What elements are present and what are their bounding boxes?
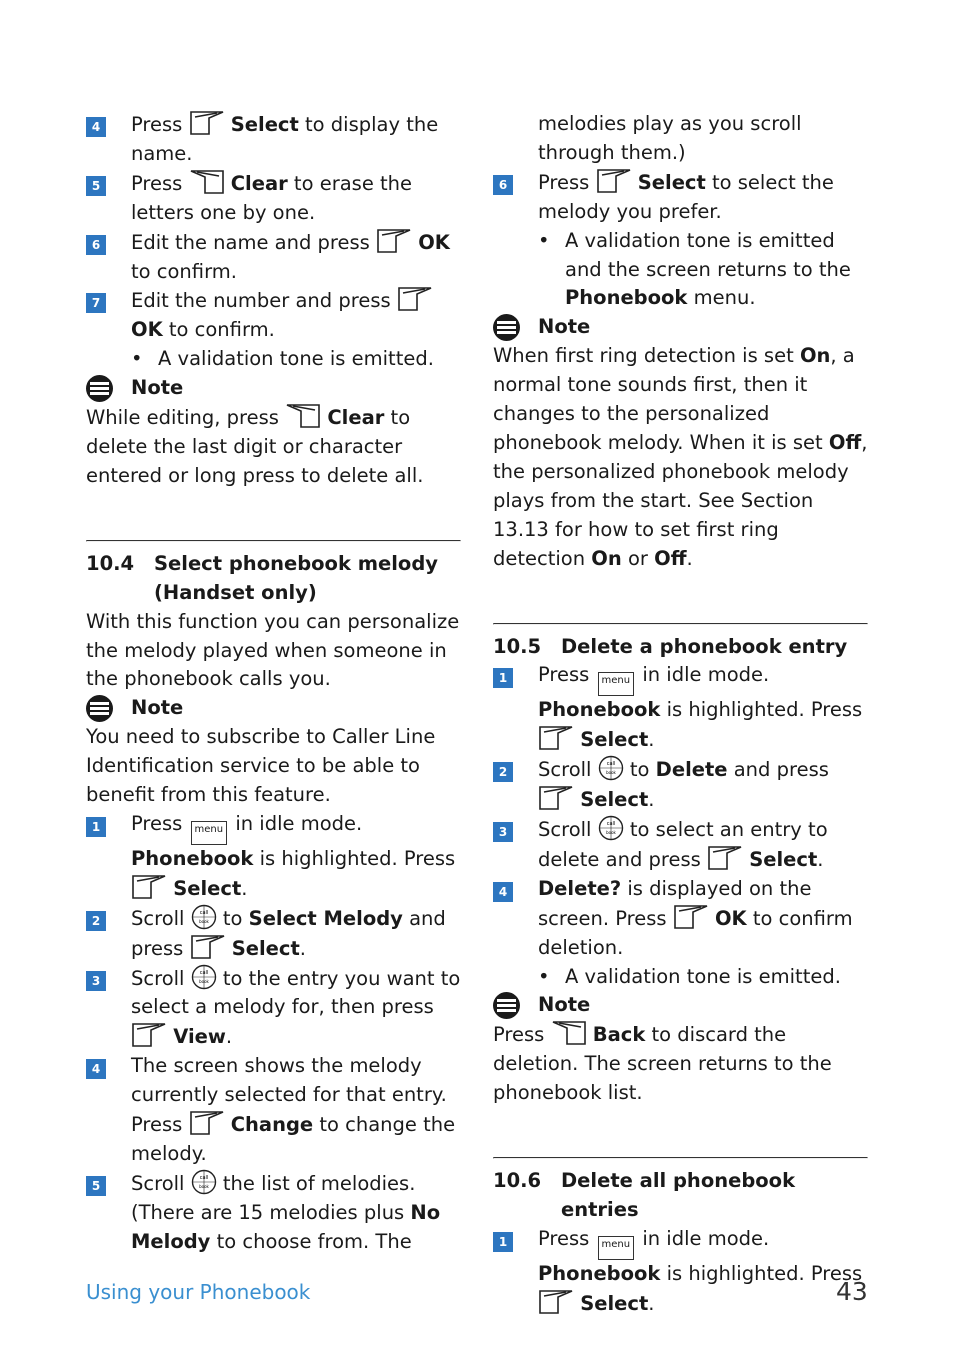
navigation-key-icon [191,964,217,990]
section-heading-10-4: 10.4 Select phonebook melody (Handset only) [86,551,438,604]
navigation-key-icon [191,1169,217,1195]
left-softkey-icon [707,845,743,871]
note-icon [493,992,520,1019]
left-softkey-icon [376,228,412,254]
left-softkey-icon [596,168,632,194]
left-softkey-icon [190,934,226,960]
step-1-menu: 1 Press menu in idle mode. Phonebook is highlighted. Press Select. [493,661,868,755]
section-heading-10-6: 10.6 Delete all phonebook entries [493,1169,796,1221]
step-2-scroll-delete: 2 Scroll to Delete and press Select. [493,755,868,815]
section-heading-10-5: 10.5 Delete a phonebook entry [493,634,848,658]
step-number: 1 [493,668,513,688]
note-heading: Note [493,991,868,1020]
left-softkey-icon [189,1110,225,1136]
note-text: You need to subscribe to Caller Line Identification service to be able to benefit from this feature. [86,725,436,807]
step-1-menu: 1 Press menu in idle mode. Phonebook is highlighted. Press Select. [86,810,461,904]
left-softkey-icon [131,874,167,900]
step-number: 6 [86,235,106,255]
step-3-select-entry: 3 Scroll to select an entry to delete and press Select. [493,815,868,875]
step-6-select-melody: 6 Press Select to select the melody you prefer. [493,168,868,227]
bullet-item: • A validation tone is emitted. [131,347,434,371]
step-number: 4 [86,117,106,137]
menu-key-icon: menu [598,672,635,696]
right-softkey-icon [189,169,225,195]
page-number: 43 [836,1277,868,1306]
navigation-key-icon [598,815,624,841]
navigation-key-icon [191,904,217,930]
step-5-scroll-melodies: 5 Scroll the list of melodies. (There are 15 melodies plus No Melody to choose from. The [86,1169,461,1257]
note-icon [493,314,520,341]
step-number: 2 [493,762,513,782]
note-heading: Note [86,374,461,403]
continued-text: melodies play as you scroll through them.) [538,112,802,164]
bullet-item: • A validation tone is emitted. [538,964,841,988]
bullet-item: • A validation tone is emitted and the screen returns to the Phonebook menu. [538,228,851,310]
step-number: 3 [493,822,513,842]
step-number: 5 [86,1176,106,1196]
note-text: Press Back to discard the deletion. The screen returns to the phonebook list. [493,1020,868,1108]
step-4-change: 4 The screen shows the melody currently selected for that entry. Press Change to change the melody. [86,1052,461,1169]
step-number: 1 [493,1232,513,1252]
menu-key-icon: menu [191,821,228,845]
note-icon [86,375,113,402]
step-number: 5 [86,176,106,196]
step-number: 4 [86,1059,106,1079]
left-softkey-icon [538,1289,574,1315]
navigation-key-icon [598,755,624,781]
step-3-scroll-entry: 3 Scroll to the entry you want to select a melody for, then press View. [86,964,461,1053]
step-number: 7 [86,293,106,313]
note-heading: Note [86,694,461,723]
menu-key-icon: menu [598,1236,635,1260]
note-text: While editing, press Clear to delete the last digit or character entered or long press to delete all. [86,403,461,491]
left-softkey-icon [673,904,709,930]
step-number: 4 [493,882,513,902]
footer-section-title: Using your Phonebook [86,1280,311,1304]
left-softkey-icon [131,1022,167,1048]
step-6-edit-name: 6 Edit the name and press OK to confirm. [86,228,461,287]
right-column [493,110,868,1319]
note-heading: Note [493,313,868,342]
right-softkey-icon [551,1020,587,1046]
step-4-confirm-delete: 4 Delete? is displayed on the screen. Press OK to confirm deletion. [493,875,868,963]
step-number: 3 [86,971,106,991]
section-intro: With this function you can personalize the melody played when someone in the phonebook calls you. [86,609,460,691]
note-icon [86,695,113,722]
left-column [86,110,461,1257]
step-number: 1 [86,817,106,837]
step-7-edit-number: 7 Edit the number and press OK to confirm. [86,286,461,345]
left-softkey-icon [538,785,574,811]
step-5-clear: 5 Press Clear to erase the letters one by one. [86,169,461,228]
note-text: When first ring detection is set On, a normal tone sounds first, then it changes to the personalized phonebook melody. When it is set Off, the personalized phonebook melody plays from the start. See Section 13.13 for how to set first ring detection On or Off. [493,344,868,570]
left-softkey-icon [538,725,574,751]
left-softkey-icon [397,286,433,312]
step-2-scroll: 2 Scroll to Select Melody and press Select. [86,904,461,964]
step-1-menu: 1 Press menu in idle mode. Phonebook is highlighted. Press Select. [493,1225,868,1319]
right-softkey-icon [285,403,321,429]
step-4-select-name: 4 Press Select to display the name. [86,110,461,169]
left-softkey-icon [189,110,225,136]
step-number: 2 [86,911,106,931]
step-number: 6 [493,175,513,195]
